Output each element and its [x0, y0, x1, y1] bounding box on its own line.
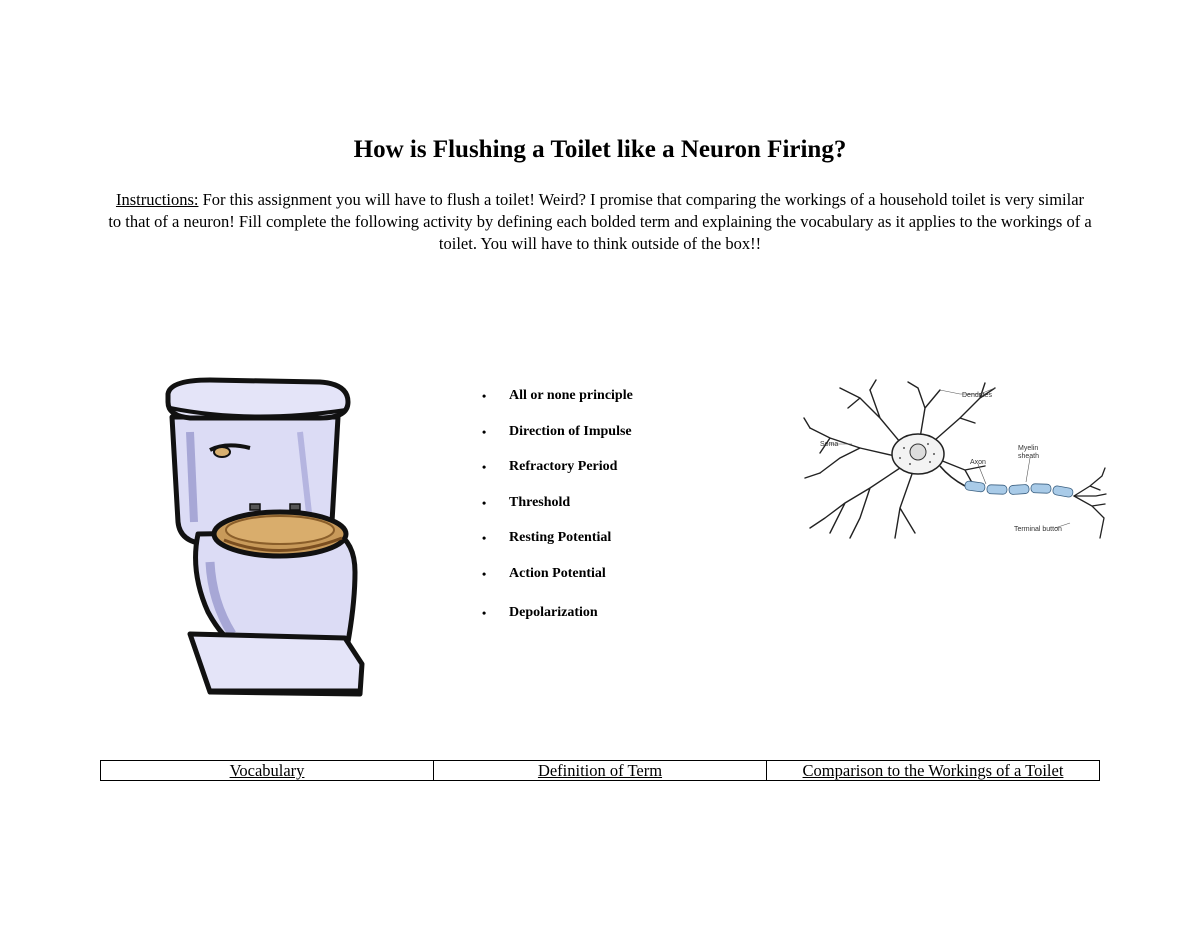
term-label: Resting Potential — [509, 530, 612, 545]
list-item — [482, 563, 633, 599]
toilet-illustration — [150, 372, 370, 702]
column-header-definition: Definition of Term — [434, 761, 767, 781]
term-label: Action Potential — [509, 565, 606, 581]
instructions-text: For this assignment you will have to flush a toilet! Weird? I promise that comparing the workings of a household toilet is very similar to that of a neuron! Fill complete the following activity by defining each bolded term and explaining the vocabulary as it applies to the workings of a toilet. You will have to think outside of the box!! — [108, 190, 1092, 253]
instructions-label: Instructions: — [115, 190, 199, 209]
bullet-icon: • — [482, 566, 487, 581]
list-item — [482, 385, 633, 421]
neuron-label-dendrites: Dendrites — [962, 392, 992, 399]
list-item — [482, 456, 633, 492]
instructions-paragraph — [108, 189, 1092, 255]
term-label: All or none principle — [509, 388, 633, 403]
bullet-icon: • — [482, 424, 487, 439]
neuron-label-sheath: sheath — [1018, 453, 1040, 460]
column-header-vocabulary: Vocabulary — [101, 761, 434, 781]
bullet-icon: • — [482, 389, 487, 403]
bullet-icon: • — [482, 460, 487, 474]
column-header-comparison: Comparison to the Workings of a Toilet — [767, 761, 1100, 781]
neuron-label-soma: Soma — [820, 441, 839, 448]
bullet-icon: • — [482, 606, 487, 620]
neuron-label-myelin: Myelin — [1018, 445, 1039, 452]
bullet-icon: • — [482, 495, 487, 510]
list-item — [482, 492, 633, 528]
term-label: Refractory Period — [509, 459, 618, 474]
term-label: Threshold — [509, 494, 571, 510]
list-item — [482, 598, 633, 638]
vocabulary-term-list — [482, 385, 633, 638]
list-item — [482, 527, 633, 563]
list-item — [482, 421, 633, 457]
term-label: Direction of Impulse — [509, 423, 632, 439]
page-title: How is Flushing a Toilet like a Neuron Firing? — [353, 136, 847, 163]
neuron-label-axon: Axon — [970, 459, 986, 466]
bullet-icon: • — [482, 531, 487, 545]
table-header-row — [101, 761, 1100, 781]
neuron-diagram — [800, 378, 1110, 548]
neuron-label-terminal: Terminal button — [1014, 526, 1062, 533]
vocabulary-table — [100, 760, 1100, 781]
term-label: Depolarization — [509, 605, 598, 620]
